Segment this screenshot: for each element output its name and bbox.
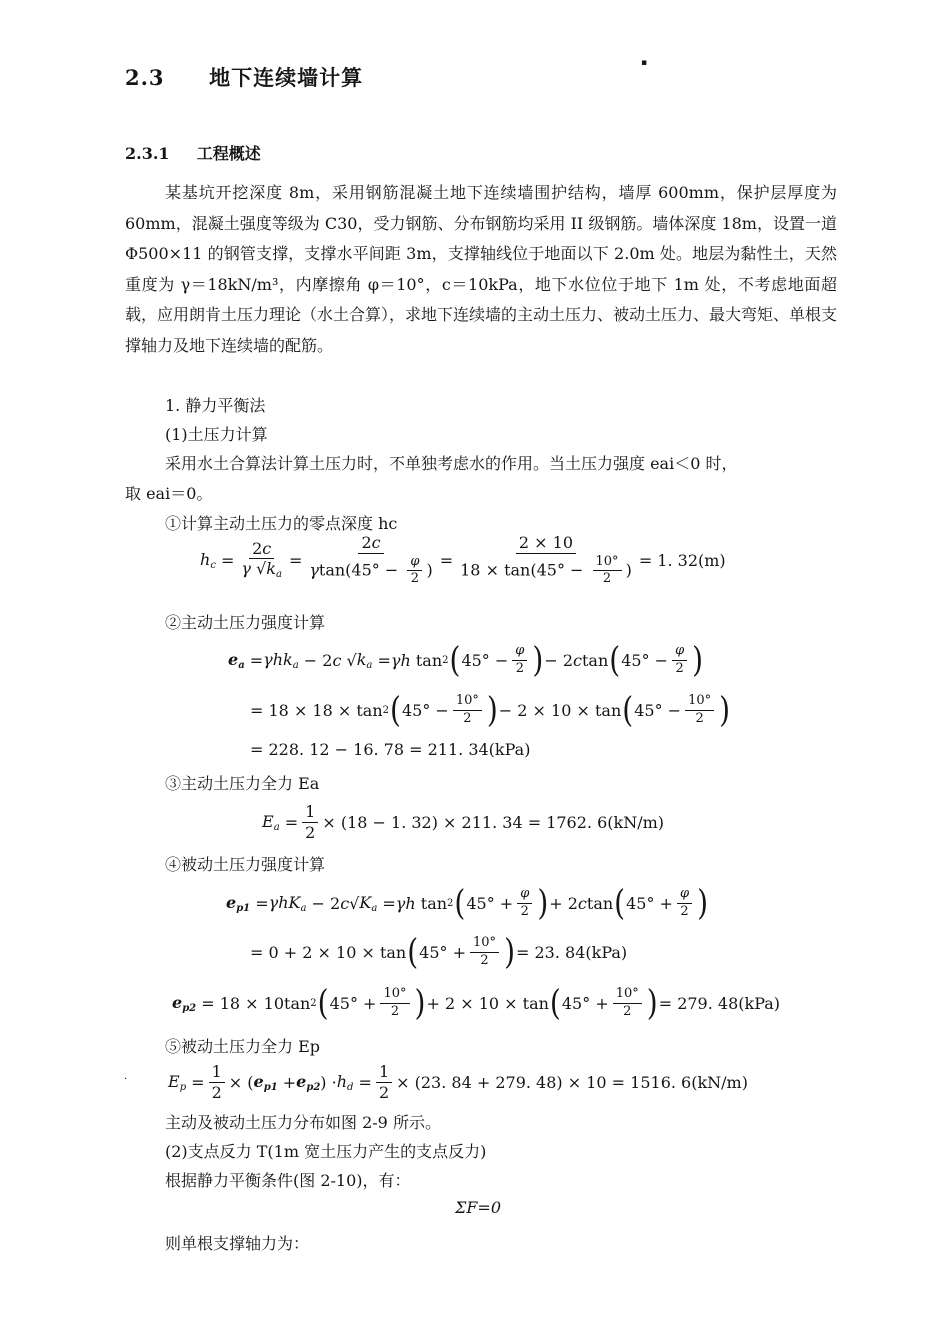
- equation-Ep: Ep = $\frac{1}{2}$ × ( ep1 + ep2 ) · hd = $\frac{1}{2}$ × (23. 84 + 279. 48) × 10 = 1516. 6(kN/m): [168, 1061, 748, 1102]
- equation-ep1-line2: = 0 + 2 × 10 × tan ( 45° + $\frac{10^\circ}{2}$ ) = 23. 84(kPa): [250, 930, 628, 972]
- corner-mark: ▪: [641, 58, 648, 68]
- item-3-heading: ③主动土压力全力 Ea: [165, 774, 320, 793]
- equation-ea-line1: ea = γhka − 2 c √ ka = γh tan 2 ( 45° − $\frac{\varphi}{2}$ ) − 2 c tan ( 45° − $\frac{\varphi}{2}$ ): [228, 638, 704, 680]
- method-heading: 1. 静力平衡法: [165, 396, 266, 415]
- item-1-heading: ①计算主动土压力的零点深度 hc: [165, 514, 398, 533]
- section-heading: [125, 62, 363, 92]
- section-number: 2.3: [125, 65, 165, 90]
- margin-dot: ·: [124, 1074, 128, 1085]
- subsection-number: 2.3.1: [125, 144, 170, 163]
- hc-result: = 1. 32(m): [638, 550, 726, 570]
- equation-hc: hc = $\frac{2c}{\gamma √ka}$ = 2c γtan(45° − $\frac{\varphi}{2}$ ) = 2 × 10 18 × tan(45° − $\frac{10^\circ}{2}$ ) = 1. 32(m): [200, 532, 726, 586]
- item-5-heading: ⑤被动土压力全力 Ep: [165, 1037, 321, 1056]
- step1-heading: (1)土压力计算: [165, 425, 268, 444]
- section-title: 地下连续墙计算: [209, 65, 364, 90]
- after-text-4: 则单根支撑轴力为：: [165, 1234, 310, 1253]
- step1-text-1: 采用水土合算法计算土压力时，不单独考虑水的作用。当土压力强度 eai＜0 时，: [165, 454, 738, 473]
- after-text-3: 根据静力平衡条件(图 2-10)，有：: [165, 1171, 411, 1190]
- Ep-result: × (23. 84 + 279. 48) × 10 = 1516. 6(kN/m): [396, 1072, 748, 1092]
- item-4-heading: ④被动土压力强度计算: [165, 855, 326, 874]
- Ea-result: × (18 − 1. 32) × 211. 34 = 1762. 6(kN/m): [322, 812, 665, 832]
- after-text-1: 主动及被动土压力分布如图 2-9 所示。: [165, 1113, 441, 1132]
- ep1-result: = 23. 84(kPa): [516, 942, 628, 962]
- equation-Ea: Ea = $\frac{1}{2}$ × (18 − 1. 32) × 211. 34 = 1762. 6(kN/m): [262, 801, 665, 842]
- subsection-heading: [125, 141, 261, 164]
- step1-text-2: 取 eai＝0。: [125, 484, 213, 503]
- equation-ea-line2: = 18 × 18 × tan 2 ( 45° − $\frac{10^\circ}{2}$ ) − 2 × 10 × tan ( 45° − $\frac{10^\circ}{2}$ ): [250, 688, 731, 730]
- ep2-result: = 279. 48(kPa): [658, 993, 781, 1013]
- equation-ea-line3: = 228. 12 − 16. 78 = 211. 34(kPa): [250, 740, 531, 759]
- equation-ep1-line1: ep1 = γhKa − 2 c √ Ka = γh tan 2 ( 45° + $\frac{\varphi}{2}$ ) + 2 c tan ( 45° + $\frac{\varphi}{2}$ ): [226, 881, 709, 923]
- equation-ep2: ep2 = 18 × 10tan 2 ( 45° + $\frac{10^\circ}{2}$ ) + 2 × 10 × tan ( 45° + $\frac{10^\circ}{2}$ ) = 279. 48(kPa): [172, 981, 781, 1023]
- subsection-title: 工程概述: [196, 144, 261, 163]
- item-2-heading: ②主动土压力强度计算: [165, 613, 326, 632]
- sum-equation: ΣF=0: [455, 1198, 501, 1217]
- intro-paragraph: 某基坑开挖深度 8m，采用钢筋混凝土地下连续墙围护结构，墙厚 600mm，保护层厚度为 60mm，混凝土强度等级为 C30，受力钢筋、分布钢筋均采用 II 级钢筋。墙体深度 18m，设置一道 Φ500×11 的钢管支撑，支撑水平间距 3m，支撑轴线位于地面以下 2.0m 处。地层为黏性土，天然重度为 γ＝18kN/m³，内摩擦角 φ＝10°，c＝10kPa，地下水位位于地下 1m 处，不考虑地面超载，应用朗肯土压力理论（水土合算），求地下连续墙的主动土压力、被动土压力、最大弯矩、单根支撑轴力及地下连续墙的配筋。: [125, 183, 838, 355]
- after-text-2: (2)支点反力 T(1m 宽土压力产生的支点反力): [165, 1142, 487, 1161]
